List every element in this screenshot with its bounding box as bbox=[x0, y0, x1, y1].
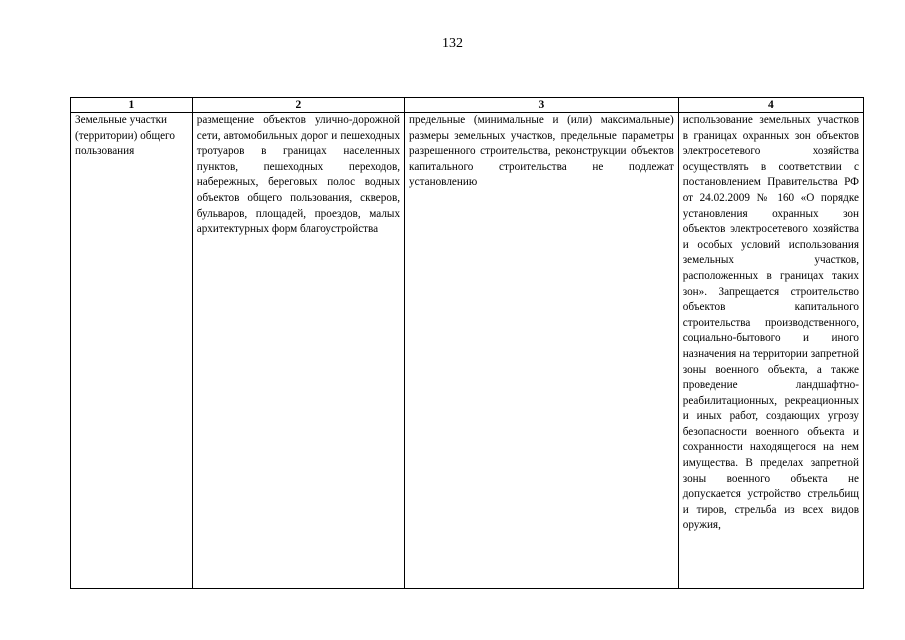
column-header-1: 1 bbox=[71, 98, 193, 113]
table-row bbox=[71, 113, 864, 589]
parameters-cell: предельные (минимальные и (или) максимальные) размеры земельных участков, предельные параметры разрешенного строительства, реконструкции объектов капитального строительства не подлежат установлению bbox=[405, 113, 679, 589]
column-header-3: 3 bbox=[405, 98, 679, 113]
column-header-2: 2 bbox=[192, 98, 404, 113]
column-header-4: 4 bbox=[678, 98, 863, 113]
table-header-row bbox=[71, 98, 864, 113]
permitted-use-cell: размещение объектов улично-дорожной сети, автомобильных дорог и пешеходных тротуаров в границах населенных пунктов, пешеходных переходов, набережных, береговых полос водных объектов общего пользования, скверов, бульваров, площадей, проездов, малых архитектурных форм благоустройства bbox=[192, 113, 404, 589]
restrictions-cell: использование земельных участков в границах охранных зон объектов электросетевого хозяйства осуществлять в соответствии с постановлением Правительства РФ от 24.02.2009 № 160 «О порядке установления охранных зон объектов электросетевого хозяйства и особых условий использования земельных участков, расположенных в границах таких зон». Запрещается строительство объектов капитального строительства производственного, социально-бытового и иного назначения на территории запретной зоны военного объекта, а также проведение ландшафтно-реабилитационных, рекреационных и иных работ, создающих угрозу безопасности военного объекта и сохранности находящегося на нем имущества. В пределах запретной зоны военного объекта не допускается устройство стрельбищ и тиров, стрельба из всех видов оружия, bbox=[678, 113, 863, 589]
land-use-table bbox=[70, 97, 864, 589]
page-number: 132 bbox=[442, 36, 463, 51]
land-category-cell: Земельные участки (территории) общего пользования bbox=[71, 113, 193, 589]
